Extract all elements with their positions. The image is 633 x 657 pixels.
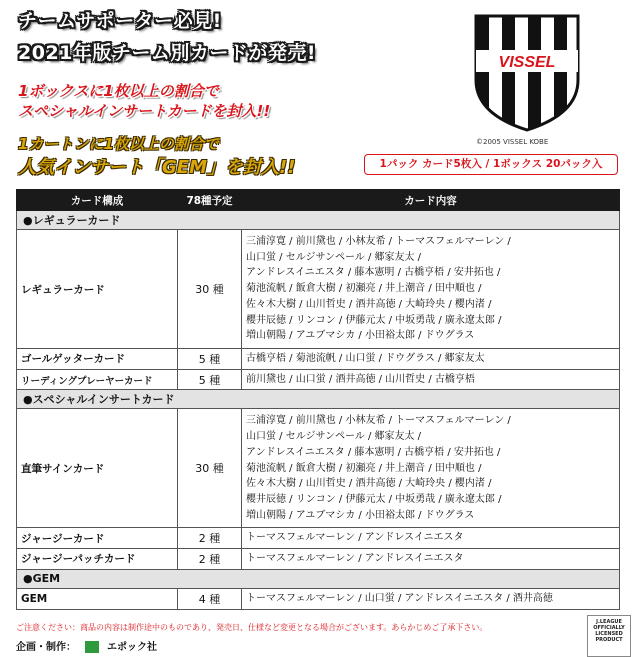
credit-label: 企画・制作：	[16, 642, 76, 653]
card-type-name: ゴールゲッターカード	[17, 349, 178, 370]
headline-2: 2021年版チーム別カードが発売!	[18, 42, 317, 64]
table-row	[17, 230, 620, 349]
pack-info-badge: 1パック カード5枚入 / 1ボックス 20パック入	[364, 154, 618, 175]
card-content: トーマスフェルマーレン / アンドレスイニエスタ	[242, 528, 620, 549]
card-content: 前川黛也 / 山口蛍 / 酒井高徳 / 山川哲史 / 古橋亨梧	[242, 369, 620, 390]
card-content: トーマスフェルマーレン / アンドレスイニエスタ	[242, 549, 620, 570]
card-type-name: 直筆サインカード	[17, 409, 178, 528]
promo-header	[0, 0, 633, 178]
headline-1: チームサポーター必見!	[18, 10, 222, 32]
gem-insert-line-1: 1カートンに1枚以上の割合で	[18, 135, 219, 153]
card-count: 5 種	[178, 349, 242, 370]
card-content: 古橋亨梧 / 菊池流帆 / 山口蛍 / ドウグラス / 郷家友太	[242, 349, 620, 370]
section-title: ●スペシャルインサートカード	[17, 390, 620, 409]
table-header-row	[17, 190, 620, 211]
table-row	[17, 588, 620, 609]
special-insert-line-1: 1ボックスに1枚以上の割合で	[18, 82, 219, 100]
table-row	[17, 549, 620, 570]
col-header-count: 78種予定	[178, 190, 242, 211]
section-row-gem	[17, 569, 620, 588]
table-row	[17, 409, 620, 528]
credit-line	[16, 638, 157, 653]
card-content: 三浦淳寛 / 前川黛也 / 小林友希 / トーマスフェルマーレン / 山口蛍 / セルジサンペール / 郷家友太 / アンドレスイニエスタ / 藤本憲明 / 古橋亨梧 / 安井拓也 / 菊池流帆 / 飯倉大樹 / 初瀬亮 / 井上潮音 / 田中順也 / 佐々木大樹 / 山川哲史 / 酒井高徳 / 大崎玲央 / 櫻内渚 / 櫻井辰徳 / リンコン / 伊藤元太 / 中坂勇哉 / 廣永遼太郎 / 増山朝陽 / アユブマシカ / 小田裕太郎 / ドウグラス	[242, 230, 620, 349]
notice-text: ご注意ください：商品の内容は制作途中のものであり、発売日、仕様など変更となる場合がございます。あらかじめご了承下さい。	[16, 623, 488, 632]
company-name: エポック社	[106, 642, 157, 653]
section-title: ●GEM	[17, 569, 620, 588]
table-row	[17, 369, 620, 390]
special-insert-line-2: スペシャルインサートカードを封入!!	[18, 102, 271, 120]
card-type-name: ジャージーパッチカード	[17, 549, 178, 570]
jleague-license-text: J.LEAGUE OFFICIALLY LICENSED PRODUCT	[593, 619, 625, 643]
card-count: 30 種	[178, 230, 242, 349]
svg-text:VISSEL: VISSEL	[498, 54, 556, 71]
card-count: 5 種	[178, 369, 242, 390]
card-count: 30 種	[178, 409, 242, 528]
col-header-content: カード内容	[242, 190, 620, 211]
section-row-special-insert	[17, 390, 620, 409]
card-type-name: GEM	[17, 588, 178, 609]
card-type-name: リーディングプレーヤーカード	[17, 369, 178, 390]
card-content: 三浦淳寛 / 前川黛也 / 小林友希 / トーマスフェルマーレン / 山口蛍 / セルジサンペール / 郷家友太 / アンドレスイニエスタ / 藤本憲明 / 古橋亨梧 / 安井拓也 / 菊池流帆 / 飯倉大樹 / 初瀬亮 / 井上潮音 / 田中順也 / 佐々木大樹 / 山川哲史 / 酒井高徳 / 大崎玲央 / 櫻内渚 / 櫻井辰徳 / リンコン / 伊藤元太 / 中坂勇哉 / 廣永遼太郎 / 増山朝陽 / アユブマシカ / 小田裕太郎 / ドウグラス	[242, 409, 620, 528]
epoch-logo-icon	[85, 641, 99, 653]
table-row	[17, 349, 620, 370]
card-count: 2 種	[178, 528, 242, 549]
card-list-table	[16, 189, 620, 610]
card-count: 4 種	[178, 588, 242, 609]
table-row	[17, 528, 620, 549]
card-type-name: レギュラーカード	[17, 230, 178, 349]
section-title: ●レギュラーカード	[17, 211, 620, 230]
jleague-license-logo	[587, 615, 631, 657]
copyright-text: ©2005 VISSEL KOBE	[476, 138, 549, 146]
card-content: トーマスフェルマーレン / 山口蛍 / アンドレスイニエスタ / 酒井高徳	[242, 588, 620, 609]
section-row-regular	[17, 211, 620, 230]
col-header-composition: カード構成	[17, 190, 178, 211]
vissel-kobe-logo-icon	[468, 10, 586, 134]
gem-insert-line-2: 人気インサート「GEM」を封入!!	[18, 157, 296, 178]
card-type-name: ジャージーカード	[17, 528, 178, 549]
card-count: 2 種	[178, 549, 242, 570]
